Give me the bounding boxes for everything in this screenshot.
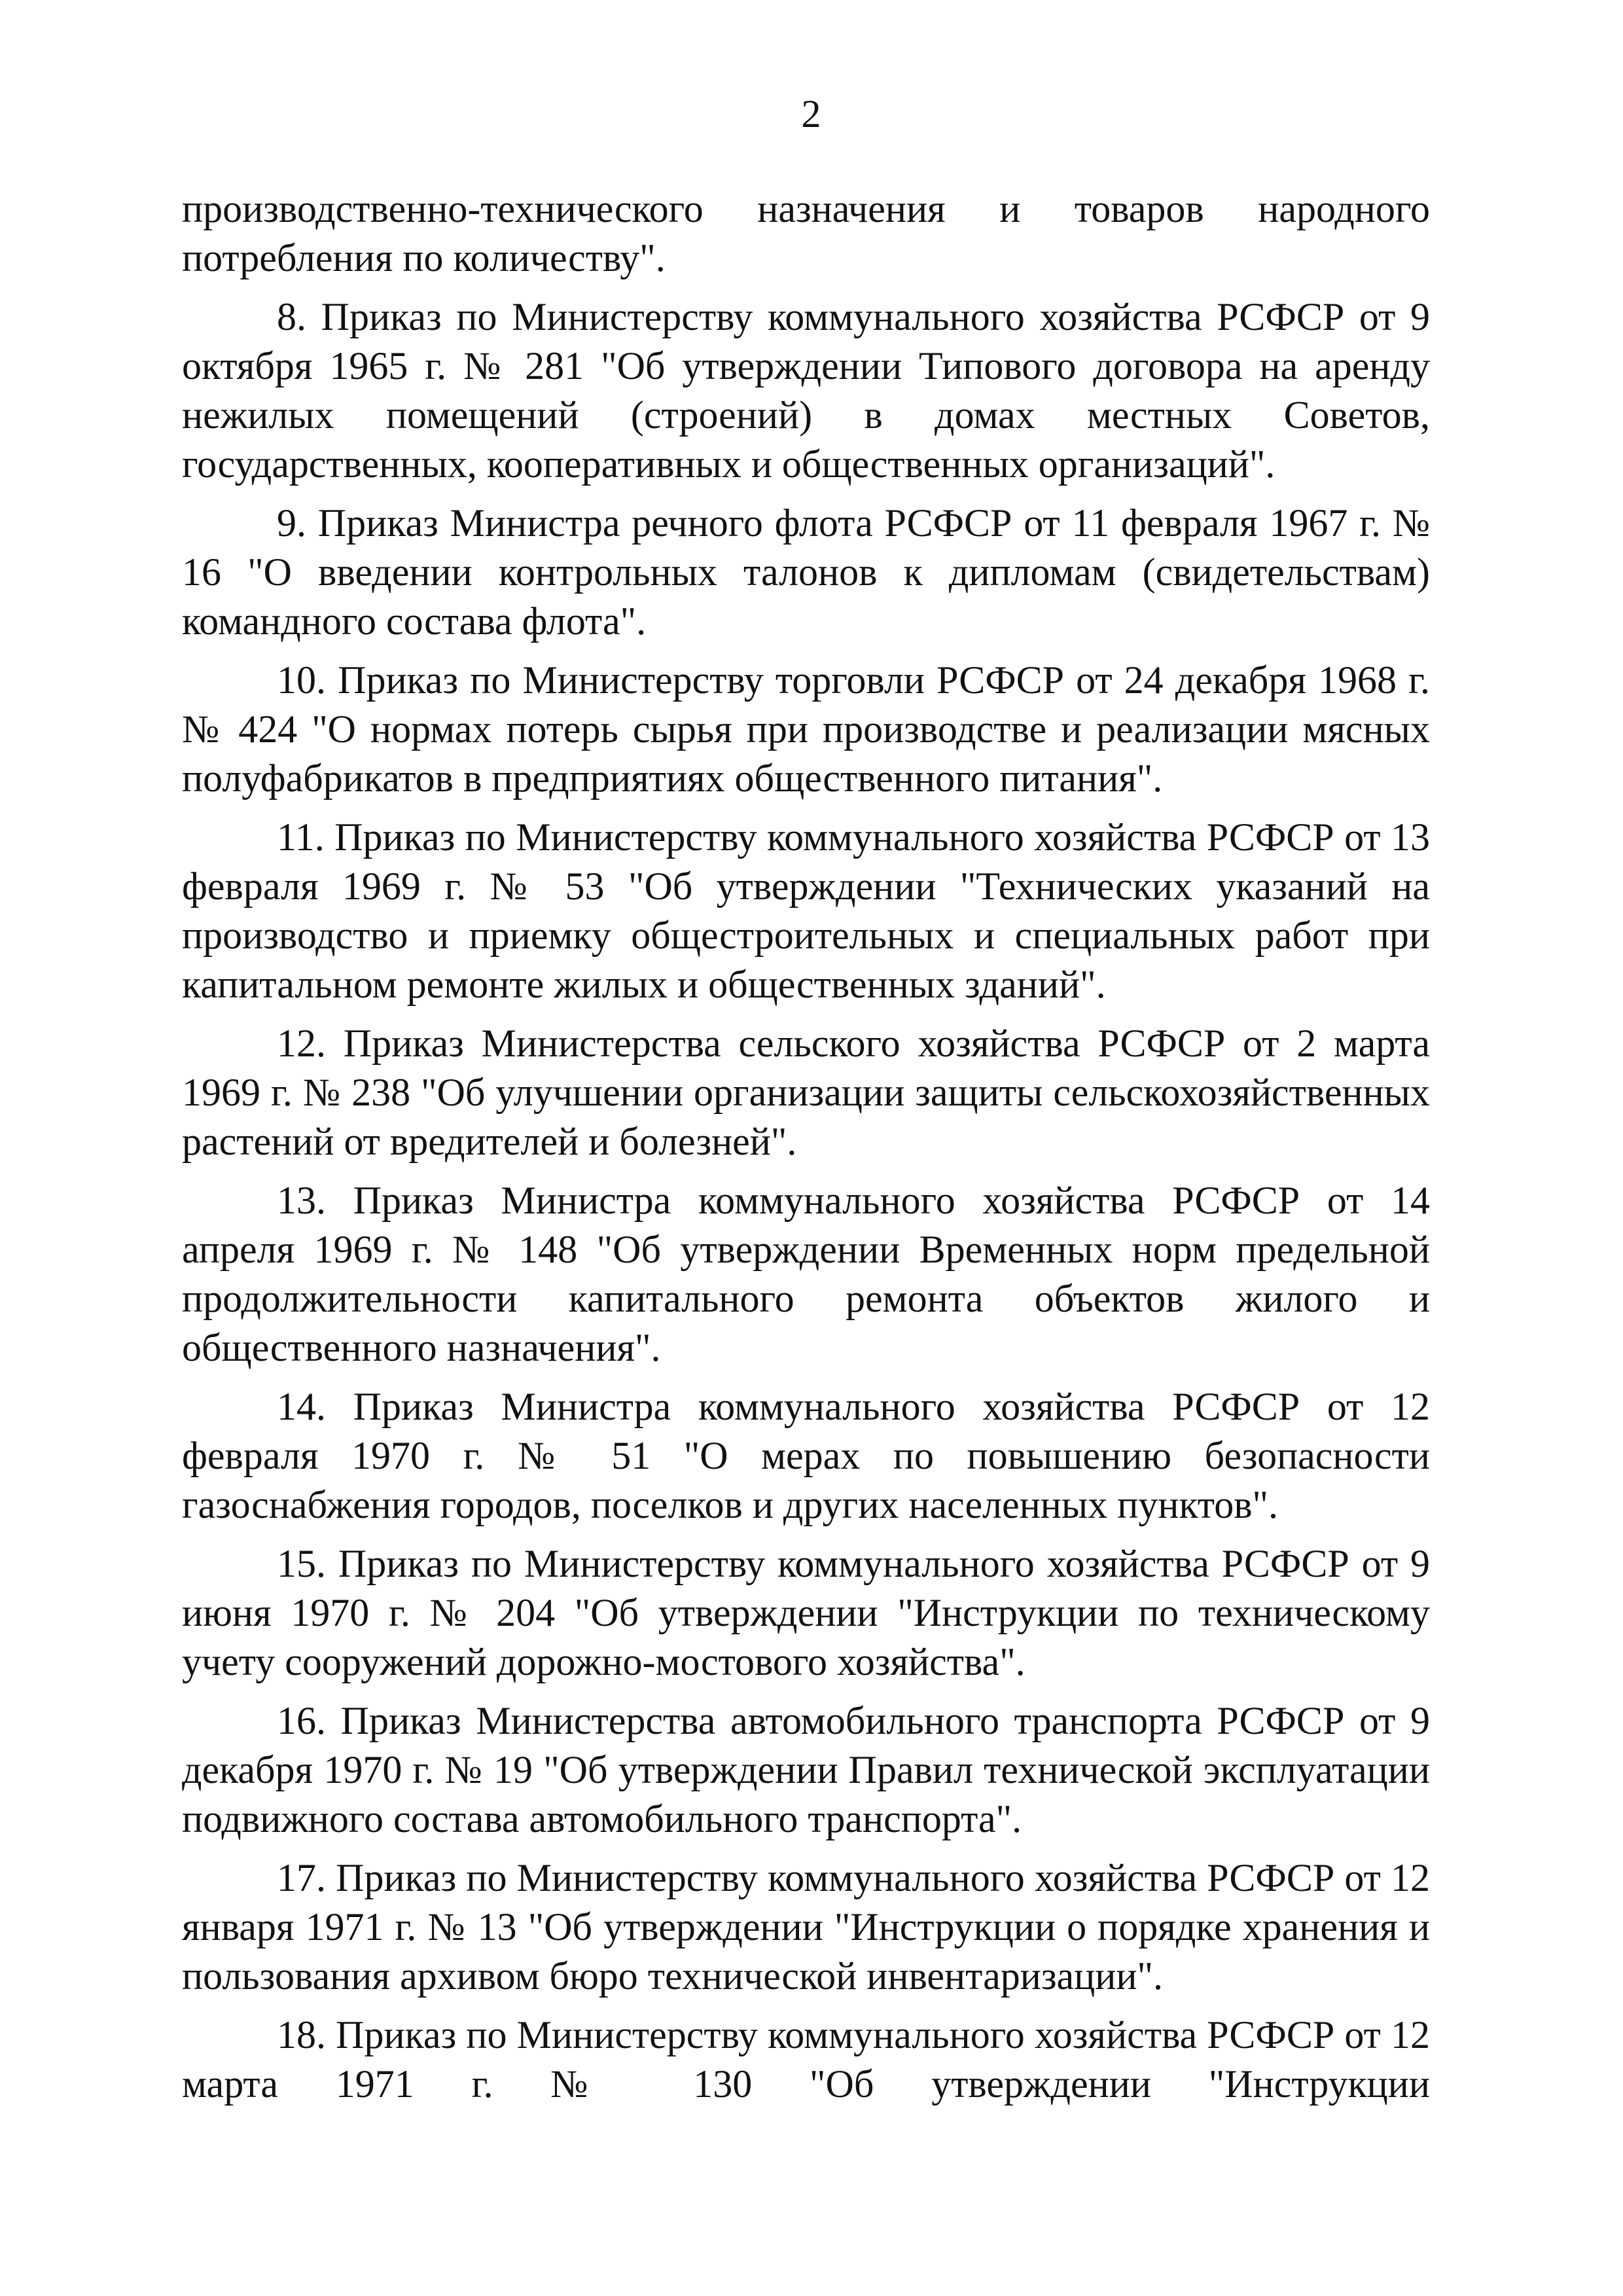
paragraph-continuation: производственно-технического назначения и товаров народного потребления по количеству". xyxy=(182,187,1430,279)
list-item-13: 13. Приказ Министра коммунального хозяйства РСФСР от 14 апреля 1969 г. № 148 "Об утверждении Временных норм предельной продолжительности капитального ремонта объектов жилого и общественного назначения". xyxy=(182,1179,1430,1369)
list-item-11: 11. Приказ по Министерству коммунального хозяйства РСФСР от 13 февраля 1969 г. № 53 "Об утверждении "Технических указаний на производство и приемку общестроительных и специальных работ при капитальном ремонте жилых и общественных зданий". xyxy=(182,816,1430,1006)
list-item-8: 8. Приказ по Министерству коммунального хозяйства РСФСР от 9 октября 1965 г. № 281 "Об утверждении Типового договора на аренду нежилых помещений (строений) в домах местных Советов, государственных, кооперативных и общественных организаций". xyxy=(182,295,1430,486)
list-item-12: 12. Приказ Министерства сельского хозяйства РСФСР от 2 марта 1969 г. № 238 "Об улучшении организации защиты сельскохозяйственных растений от вредителей и болезней". xyxy=(182,1022,1430,1163)
document-body xyxy=(182,185,1430,2119)
list-item-14: 14. Приказ Министра коммунального хозяйства РСФСР от 12 февраля 1970 г. № 51 "О мерах по повышению безопасности газоснабжения городов, поселков и других населенных пунктов". xyxy=(182,1385,1430,1526)
list-item-10: 10. Приказ по Министерству торговли РСФСР от 24 декабря 1968 г. № 424 "О нормах потерь сырья при производстве и реализации мясных полуфабрикатов в предприятиях общественного питания". xyxy=(182,658,1430,800)
list-item-15: 15. Приказ по Министерству коммунального хозяйства РСФСР от 9 июня 1970 г. № 204 "Об утверждении "Инструкции по техническому учету сооружений дорожно-мостового хозяйства". xyxy=(182,1542,1430,1683)
page-number: 2 xyxy=(801,92,822,135)
list-item-9: 9. Приказ Министра речного флота РСФСР от 11 февраля 1967 г. № 16 "О введении контрольных талонов к дипломам (свидетельствам) командного состава флота". xyxy=(182,501,1430,643)
list-item-18: 18. Приказ по Министерству коммунального хозяйства РСФСР от 12 марта 1971 г. № 130 "Об утверждении "Инструкции xyxy=(182,2013,1430,2106)
list-item-16: 16. Приказ Министерства автомобильного транспорта РСФСР от 9 декабря 1970 г. № 19 "Об утверждении Правил технической эксплуатации подвижного состава автомобильного транспорта". xyxy=(182,1699,1430,1840)
list-item-17: 17. Приказ по Министерству коммунального хозяйства РСФСР от 12 января 1971 г. № 13 "Об утверждении "Инструкции о порядке хранения и пользования архивом бюро технической инвентаризации". xyxy=(182,1856,1430,1998)
